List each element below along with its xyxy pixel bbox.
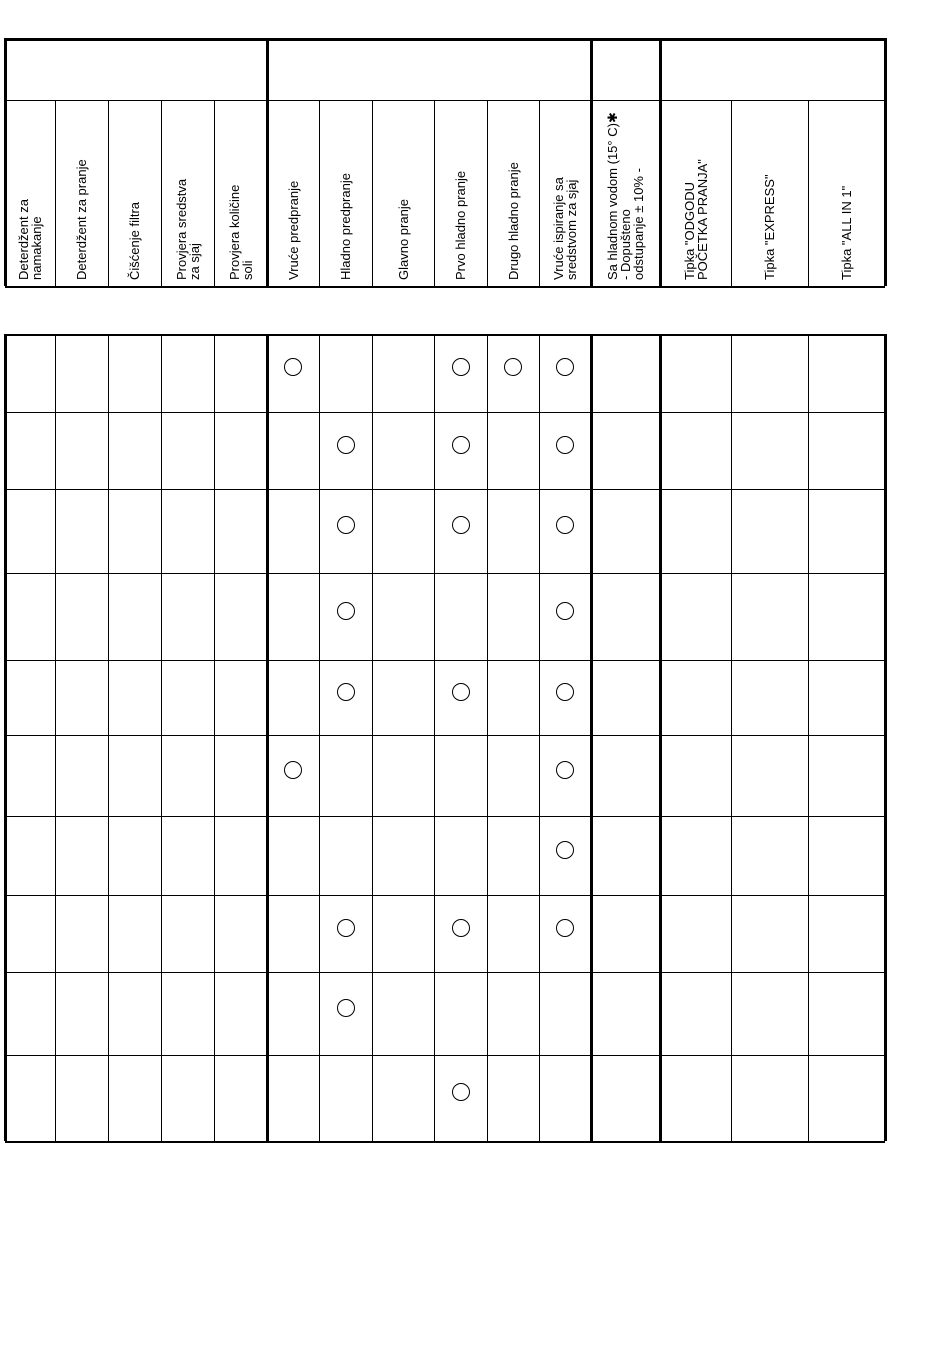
header-top-rule <box>5 38 885 41</box>
circle-mark-icon <box>556 516 574 534</box>
header-sub-rule <box>5 100 885 101</box>
circle-mark-icon <box>556 602 574 620</box>
circle-mark-icon <box>452 516 470 534</box>
header-column-rule <box>487 100 488 286</box>
header-column-rule <box>884 38 887 286</box>
column-header-c2: Deterdžent za pranje <box>74 159 89 280</box>
header-column-rule <box>434 100 435 286</box>
circle-mark-icon <box>284 358 302 376</box>
header-column-rule <box>659 38 662 286</box>
table-row <box>5 573 885 660</box>
circle-mark-icon <box>337 602 355 620</box>
column-header-c4: Provjera sredstva za sjaj <box>174 178 202 280</box>
column-header-c5: Provjera količine soli <box>227 184 255 280</box>
header-column-rule <box>214 100 215 286</box>
circle-mark-icon <box>504 358 522 376</box>
header-column-rule <box>4 38 7 286</box>
circle-mark-icon <box>337 436 355 454</box>
table-row <box>5 334 885 412</box>
circle-mark-icon <box>337 919 355 937</box>
circle-mark-icon <box>556 841 574 859</box>
circle-mark-icon <box>556 436 574 454</box>
header-column-rule <box>266 38 269 286</box>
circle-mark-icon <box>337 683 355 701</box>
circle-mark-icon <box>556 358 574 376</box>
circle-mark-icon <box>337 999 355 1017</box>
circle-mark-icon <box>452 683 470 701</box>
column-header-c8: Glavno pranje <box>396 199 411 280</box>
column-header-c14: Tipka "EXPRESS" <box>762 174 777 280</box>
circle-mark-icon <box>452 358 470 376</box>
circle-mark-icon <box>452 919 470 937</box>
table-row <box>5 660 885 735</box>
column-header-c13: Tipka "ODGODU POČETKA PRANJA" <box>682 159 710 280</box>
header-column-rule <box>55 100 56 286</box>
column-header-c7: Hladno predpranje <box>338 173 353 280</box>
column-header-c3: Čišćenje filtra <box>127 201 142 280</box>
table-row <box>5 1055 885 1141</box>
header-column-rule <box>590 38 593 286</box>
circle-mark-icon <box>556 683 574 701</box>
circle-mark-icon <box>337 516 355 534</box>
column-header-c15: Tipka "ALL IN 1" <box>839 185 854 280</box>
table-row <box>5 895 885 972</box>
header-bottom-rule <box>5 286 885 288</box>
header-column-rule <box>808 100 809 286</box>
table-row <box>5 735 885 816</box>
header-column-rule <box>731 100 732 286</box>
circle-mark-icon <box>452 1083 470 1101</box>
column-header-c1: Deterdžent za namakanje <box>16 199 44 280</box>
circle-mark-icon <box>556 761 574 779</box>
header-column-rule <box>372 100 373 286</box>
column-header-c10: Drugo hladno pranje <box>506 162 521 280</box>
table-row <box>5 972 885 1055</box>
column-header-c12: Sa hladnom vodom (15° C)✱ - Dopušteno odstupanje ± 10% - <box>605 112 646 280</box>
column-header-c11: Vruće ispiranje sa sredstvom za sjaj <box>551 177 579 280</box>
header-column-rule <box>539 100 540 286</box>
row-rule <box>5 1141 885 1143</box>
column-header-c6: Vruće predpranje <box>286 180 301 280</box>
circle-mark-icon <box>556 919 574 937</box>
column-header-c9: Prvo hladno pranje <box>453 170 468 280</box>
header-column-rule <box>108 100 109 286</box>
circle-mark-icon <box>452 436 470 454</box>
header-column-rule <box>161 100 162 286</box>
table-row <box>5 816 885 895</box>
table-row <box>5 489 885 573</box>
circle-mark-icon <box>284 761 302 779</box>
table-row <box>5 412 885 489</box>
header-column-rule <box>319 100 320 286</box>
